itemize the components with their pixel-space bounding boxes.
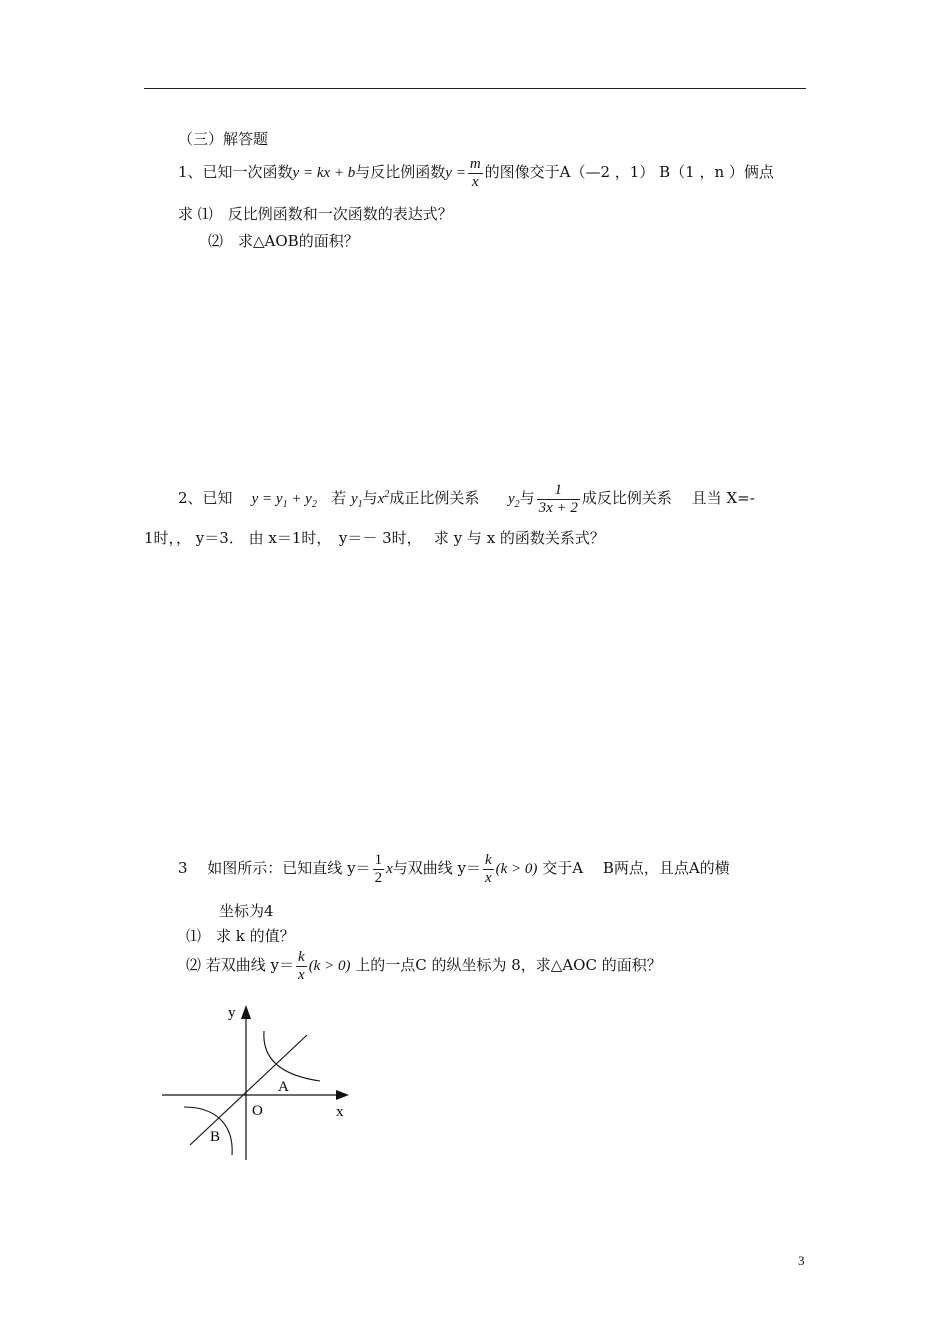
label-y: y — [228, 1005, 236, 1021]
q2-equation: $y = y_1 + y_2$ — [251, 491, 317, 510]
q3-x: x — [386, 861, 393, 877]
q2-line2: 1时，， y＝3． 由 x＝1时， y＝－ 3时， 求 y 与 x 的函数关系式？ — [144, 529, 605, 547]
label-a: A — [278, 1079, 289, 1095]
q3-sub2-prefix: ⑵ 若双曲线 y＝ — [186, 956, 295, 974]
q1-sub2: ⑵ 求△AOB的面积？ — [208, 232, 359, 250]
q1-suffix: 的图像交于A（—2 ，1） B（1 ，n ）俩点 — [484, 163, 774, 181]
q3-line1 — [178, 851, 730, 887]
q3-mid: 与双曲线 y＝ — [392, 859, 481, 877]
q2-fraction — [537, 482, 580, 517]
q2-x2: $x^2$ — [377, 489, 390, 507]
header-rule — [144, 88, 806, 89]
q3-condition: (k > 0) — [495, 861, 538, 877]
q3-fraction-kx — [483, 852, 494, 887]
q2-yu2: 与 — [519, 489, 535, 507]
q3-sub2-fraction — [296, 949, 307, 984]
label-x: x — [336, 1104, 344, 1120]
q1-frac-den: x — [468, 173, 483, 191]
q1-y-eq: y = — [445, 165, 466, 181]
q2-ruo: 若 — [331, 489, 347, 507]
q3-sub1: ⑴ 求 k 的值？ — [186, 927, 295, 945]
q3-sub2-frac-num: k — [298, 948, 305, 965]
label-b: B — [210, 1129, 221, 1145]
q2-y1: $y_1$ — [350, 491, 363, 510]
line-y-half-x — [190, 1035, 307, 1145]
q3-sub2 — [186, 948, 662, 984]
q3-frac1-num: 1 — [374, 851, 383, 868]
hyperbola-branch-upper — [264, 1031, 320, 1081]
q2-frac-den: 3x + 2 — [538, 499, 578, 516]
y-axis-arrow-icon — [241, 1005, 251, 1019]
q3-frac2-den: x — [484, 869, 492, 886]
q1-sub1: 求 ⑴ 反比例函数和一次函数的表达式？ — [178, 205, 453, 223]
q1-prefix: 1、已知一次函数 — [178, 163, 293, 181]
q2-mid2: 成反比例关系 且当 X=- — [581, 489, 755, 507]
q1-mid: 与反比例函数 — [355, 163, 446, 181]
q2-line1 — [178, 478, 755, 522]
q1-line1 — [178, 155, 774, 191]
label-o: O — [252, 1103, 263, 1119]
q2-prefix: 2、已知 — [178, 489, 233, 507]
section-title: （三）解答题 — [178, 130, 269, 148]
q2-y2: $y_2$ — [507, 491, 520, 510]
q1-fraction — [468, 156, 483, 191]
q2-frac-num: 1 — [554, 481, 563, 498]
q2-yu1: 与 — [362, 489, 378, 507]
q3-sub2-suffix: 上的一点C 的纵坐标为 8，求△AOC 的面积？ — [355, 956, 662, 974]
q3-prefix: 3 如图所示：已知直线 y＝ — [178, 859, 371, 877]
q3-frac1-den: 2 — [374, 869, 383, 886]
hyperbola-branch-lower — [184, 1107, 232, 1155]
page-number: 3 — [798, 1253, 805, 1268]
q3-suffix: 交于A B两点，且点A的横 — [542, 859, 730, 877]
q1-frac-num: m — [469, 155, 481, 172]
q2-mid1: 成正比例关系 — [389, 489, 480, 507]
q3-sub2-condition: (k > 0) — [308, 958, 351, 974]
q1-linear-eq: y = kx + b — [292, 165, 356, 181]
q3-fraction-half — [373, 852, 385, 887]
q3-line2: 坐标为4 — [219, 902, 274, 920]
coordinate-figure — [150, 995, 370, 1170]
q3-frac2-num: k — [484, 851, 492, 868]
q3-sub2-frac-den: x — [298, 966, 305, 983]
x-axis-arrow-icon — [336, 1090, 349, 1100]
